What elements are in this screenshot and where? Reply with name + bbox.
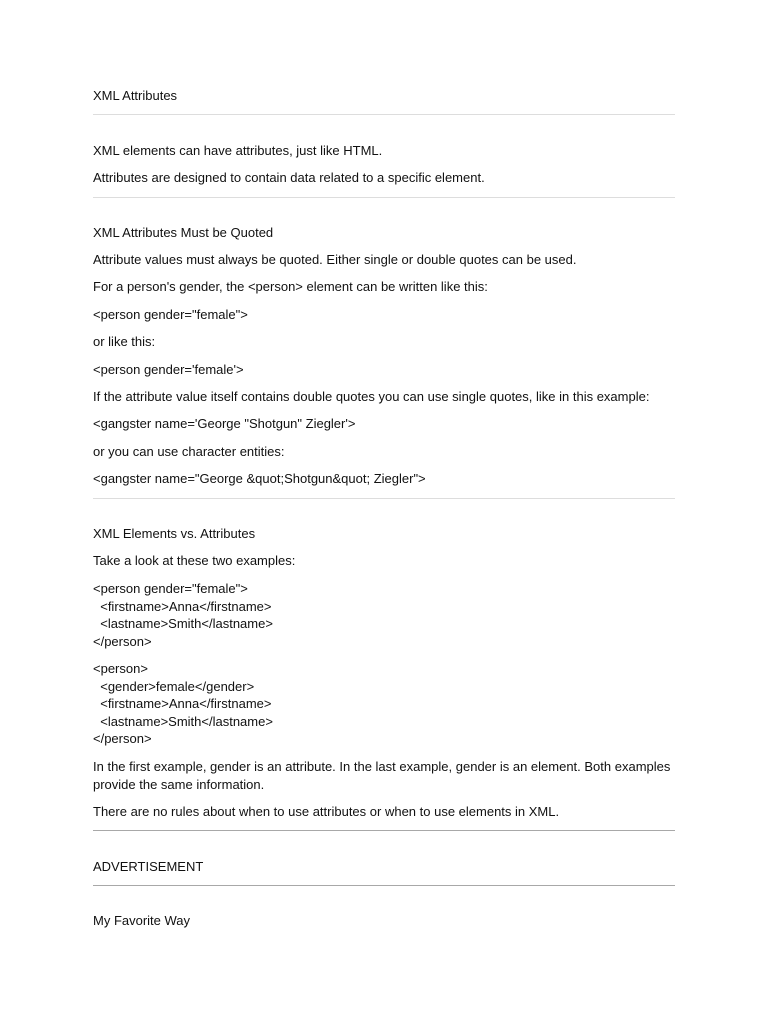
elements-paragraph-2: In the first example, gender is an attribute. In the last example, gender is an element. Both examples provide the same information.: [93, 759, 675, 792]
intro-paragraph-2: Attributes are designed to contain data related to a specific element.: [93, 170, 485, 185]
elements-paragraph-1: Take a look at these two examples:: [93, 553, 296, 568]
divider: [93, 498, 675, 499]
code-example-nested-quotes: <gangster name='George "Shotgun" Ziegler'>: [93, 416, 356, 431]
code-example-entities: <gangster name="George &quot;Shotgun&quot; Ziegler">: [93, 471, 426, 486]
code-example-double-quotes: <person gender="female">: [93, 307, 248, 322]
code-example-element-version: <person> <gender>female</gender> <firstname>Anna</firstname> <lastname>Smith</lastname> </person>: [93, 661, 273, 746]
code-example-attribute-version: <person gender="female"> <firstname>Anna</firstname> <lastname>Smith</lastname> </person>: [93, 581, 273, 649]
divider: [93, 885, 675, 886]
quoted-paragraph-3: or like this:: [93, 334, 156, 349]
quoted-paragraph-5: or you can use character entities:: [93, 444, 285, 459]
divider: [93, 830, 675, 831]
code-example-single-quotes: <person gender='female'>: [93, 362, 244, 377]
quoted-paragraph-4: If the attribute value itself contains double quotes you can use single quotes, like in this example:: [93, 389, 650, 404]
quoted-paragraph-1: Attribute values must always be quoted. Either single or double quotes can be used.: [93, 252, 577, 267]
divider: [93, 114, 675, 115]
section-heading-elements: XML Elements vs. Attributes: [93, 526, 256, 541]
section-heading-favorite: My Favorite Way: [93, 913, 191, 928]
divider: [93, 197, 675, 198]
intro-paragraph-1: XML elements can have attributes, just like HTML.: [93, 143, 383, 158]
page-title: XML Attributes: [93, 88, 178, 103]
section-heading-quoted: XML Attributes Must be Quoted: [93, 225, 274, 240]
advertisement-label: ADVERTISEMENT: [93, 859, 204, 874]
quoted-paragraph-2: For a person's gender, the <person> element can be written like this:: [93, 279, 488, 294]
elements-paragraph-3: There are no rules about when to use attributes or when to use elements in XML.: [93, 804, 560, 819]
